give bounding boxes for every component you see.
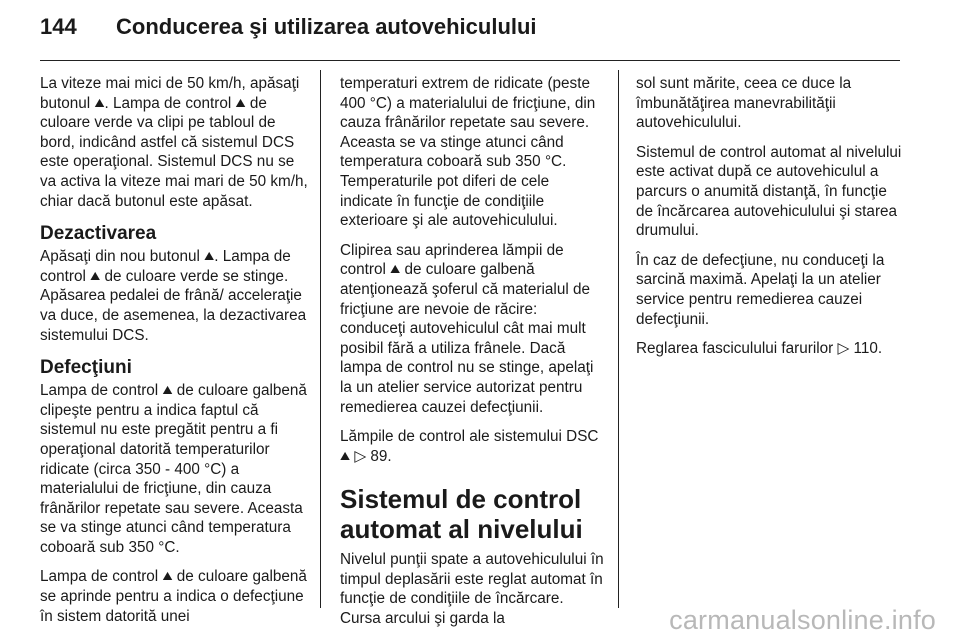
page-reference-arrow-icon: ▷ bbox=[837, 340, 850, 358]
heading-faults: Defecţiuni bbox=[40, 357, 132, 379]
paragraph: Reglarea fasciculului farurilor ▷ 110. bbox=[636, 340, 883, 358]
hill-descent-lamp-icon: ⛰ bbox=[390, 262, 401, 277]
page-reference-link[interactable]: 110. bbox=[853, 340, 883, 358]
header-rule bbox=[40, 60, 900, 61]
chapter-title: Conducerea şi utilizarea autovehiculului bbox=[116, 14, 537, 39]
column-divider bbox=[320, 70, 321, 608]
hill-descent-lamp-icon: ⛰ bbox=[94, 95, 105, 110]
section-title: Sistemul de control automat al nivelului bbox=[340, 484, 583, 545]
page-reference-arrow-icon: ▷ bbox=[354, 447, 367, 465]
page-reference-link[interactable]: 89. bbox=[370, 447, 392, 465]
paragraph: Clipirea sau aprinderea lămpii de control ⛰ de culoare galbenă atenţionează şoferul că materialul de fricţiune are nevoie de răcire: conduceţi autovehiculul cât mai mult posibil fără a utiliza frânele. Dacă lampa de control nu se stinge, apelaţi la un atelier service autorizat pentru remedierea cauzei defecţiunii. bbox=[340, 241, 594, 416]
hill-descent-lamp-icon: ⛰ bbox=[162, 569, 173, 584]
column-2 bbox=[340, 74, 606, 639]
paragraph: Lămpile de control ale sistemului DSC ⛰ ▷ 89. bbox=[340, 428, 599, 465]
hill-descent-lamp-icon: ⛰ bbox=[204, 249, 215, 264]
paragraph: La viteze mai mici de 50 km/h, apăsaţi butonul ⛰. Lampa de control ⛰ de culoare verde va clipi pe tabloul de bord, indicând astfel că sistemul DCS este operaţional. Sistemul DCS nu se va activa la viteze mai mari de 50 km/h, chiar dacă butonul este apăsat. bbox=[40, 75, 308, 210]
hill-descent-lamp-icon: ⛰ bbox=[340, 448, 351, 463]
heading-deactivate: Dezactivarea bbox=[40, 223, 157, 245]
column-1 bbox=[40, 74, 308, 636]
paragraph: sol sunt mărite, ceea ce duce la îmbunătăţirea manevrabilităţii autovehiculului. bbox=[636, 75, 852, 132]
watermark: carmanualsonline.info bbox=[669, 605, 936, 635]
paragraph: temperaturi extrem de ridicate (peste 400 °C) a materialului de fricţiune, din cauza frânărilor repetate sau severe. Aceasta se va stinge atunci când temperatura coboară sub 350 °C. Temperaturile pot diferi de cele indicate în funcţie de condiţiile exterioare şi ale autovehiculului. bbox=[340, 75, 596, 230]
column-3 bbox=[636, 74, 906, 369]
paragraph: Nivelul punţii spate a autovehiculului în timpul deplasării este reglat automat în funcţie de condiţiile de încărcare. Cursa arcului şi garda la bbox=[340, 551, 604, 628]
paragraph: Apăsaţi din nou butonul ⛰. Lampa de control ⛰ de culoare verde se stinge. Apăsarea pedalei de frână/ acceleraţie va duce, de asemenea, la dezactivarea sistemului DCS. bbox=[40, 248, 307, 344]
page-header bbox=[40, 14, 920, 50]
hill-descent-lamp-icon: ⛰ bbox=[235, 95, 246, 110]
column-divider bbox=[618, 70, 619, 608]
hill-descent-lamp-icon: ⛰ bbox=[162, 383, 173, 398]
paragraph: În caz de defecţiune, nu conduceţi la sarcină maximă. Apelaţi la un atelier service pentru remedierea cauzei defecţiunii. bbox=[636, 251, 885, 328]
paragraph: Sistemul de control automat al nivelului este activat după ce autovehiculul a parcurs o anumită distanţă, în funcţie de încărcarea autovehiculului şi starea drumului. bbox=[636, 143, 902, 240]
hill-descent-lamp-icon: ⛰ bbox=[90, 268, 101, 283]
paragraph: Lampa de control ⛰ de culoare galbenă se aprinde pentru a indica o defecţiune în sistem datorită unei bbox=[40, 568, 307, 625]
paragraph: Lampa de control ⛰ de culoare galbenă clipeşte pentru a indica faptul că sistemul nu este pregătit pentru a fi operaţional datorită temperaturilor ridicate (circa 350 - 400 °C) a materialului de fricţiune, din cauza frânărilor repetate sau severe. Aceasta se va stinge atunci când temperatura coboară sub 350 °C. bbox=[40, 382, 307, 556]
page-number: 144 bbox=[40, 14, 77, 39]
